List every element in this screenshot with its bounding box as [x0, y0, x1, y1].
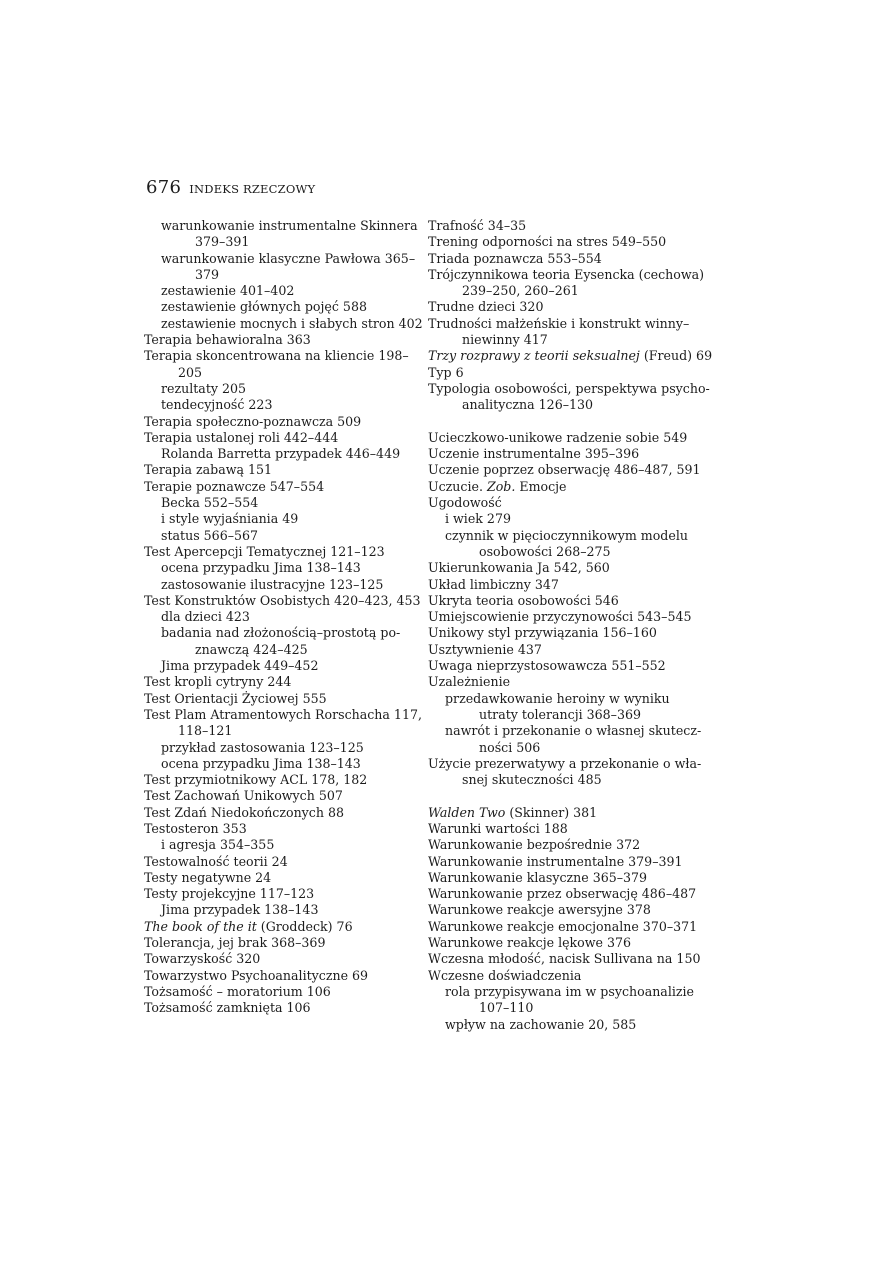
index-subentry [144, 381, 412, 397]
index-entry [428, 968, 698, 984]
entry-text: Test przymiotnikowy ACL 178, 182 [144, 772, 368, 788]
index-entry [144, 886, 412, 902]
section-gap [428, 788, 698, 804]
entry-text: tendecyjność 223 [161, 397, 273, 413]
entry-text: Testy projekcyjne 117–123 [144, 886, 315, 902]
entry-text: badania nad złożonością–prostotą po- [161, 625, 401, 641]
entry-text: Wczesne doświadczenia [428, 967, 582, 983]
index-subentry [144, 658, 412, 674]
index-entry [144, 854, 412, 870]
index-subentry [144, 446, 412, 462]
entry-text: (Groddeck) 76 [256, 918, 353, 934]
index-entry [428, 446, 698, 462]
entry-text: warunkowanie instrumentalne Skinnera [161, 218, 418, 233]
index-entry [144, 1000, 412, 1016]
index-entry [428, 430, 698, 446]
entry-text: znawczą 424–425 [195, 641, 308, 657]
entry-text: Towarzystwo Psychoanalityczne 69 [144, 967, 369, 983]
entry-text: Typ 6 [428, 364, 464, 380]
entry-text: i wiek 279 [445, 511, 511, 527]
index-subentry [428, 528, 698, 544]
entry-text: Umiejscowienie przyczynowości 543–545 [428, 609, 692, 625]
entry-text: 239–250, 260–261 [462, 283, 579, 299]
entry-text: przykład zastosowania 123–125 [161, 739, 364, 755]
index-entry [428, 886, 698, 902]
index-subentry [144, 283, 412, 299]
entry-text: Rolanda Barretta przypadek 446–449 [161, 446, 401, 462]
entry-text: Terapie poznawcze 547–554 [144, 478, 325, 494]
index-subentry [144, 740, 412, 756]
index-subentry [144, 528, 412, 544]
entry-text: Terapia behawioralna 363 [144, 332, 311, 348]
entry-text: Test Zdań Niedokończonych 88 [144, 804, 344, 820]
index-entry-continuation [428, 1000, 698, 1016]
index-subentry [144, 756, 412, 772]
index-subentry [144, 577, 412, 593]
index-entry-continuation [144, 234, 412, 250]
entry-text: ocena przypadku Jima 138–143 [161, 755, 361, 771]
entry-text: Test Orientacji Życiowej 555 [144, 690, 327, 706]
index-entry [428, 935, 698, 951]
entry-text: 205 [178, 364, 203, 380]
index-entry-continuation [144, 642, 412, 658]
entry-text-after: Emocje [515, 478, 567, 494]
index-entry [144, 544, 412, 560]
entry-text: Uwaga nieprzystosowawcza 551–552 [428, 658, 666, 674]
index-subentry [428, 691, 698, 707]
entry-text: i style wyjaśniania 49 [161, 511, 299, 527]
entry-text: zestawienie mocnych i słabych stron 402 [161, 315, 423, 331]
entry-text: analityczna 126–130 [462, 397, 594, 413]
index-entry [428, 951, 701, 967]
index-entry [428, 642, 698, 658]
index-column-left [144, 218, 423, 1017]
entry-text: Tożsamość – moratorium 106 [144, 983, 331, 999]
index-entry [428, 234, 698, 250]
index-entry-continuation [144, 723, 412, 739]
entry-text: zestawienie głównych pojęć 588 [161, 299, 367, 315]
index-subentry [144, 837, 412, 853]
entry-text: Warunkowe reakcje emocjonalne 370–371 [428, 918, 698, 934]
entry-text: Unikowy styl przywiązania 156–160 [428, 625, 657, 641]
index-entry [428, 658, 698, 674]
index-entry [144, 592, 421, 609]
index-entry [428, 299, 698, 315]
index-entry [144, 348, 412, 364]
entry-text: Triada poznawcza 553–554 [428, 250, 602, 266]
entry-text: dla dzieci 423 [161, 609, 250, 625]
entry-text: Test Konstruktów Osobistych 420–423, 453 [144, 592, 421, 608]
entry-text: Użycie prezerwatywy a przekonanie o wła- [428, 755, 702, 771]
entry-text: Jima przypadek 449–452 [161, 658, 319, 674]
index-entry [144, 462, 412, 478]
index-entry [144, 984, 412, 1000]
entry-text: Tolerancja, jej brak 368–369 [144, 935, 326, 951]
index-entry [144, 706, 422, 723]
index-entry [428, 479, 698, 495]
index-entry [144, 821, 412, 837]
index-subentry [144, 250, 416, 267]
page-number: 676 [146, 177, 182, 198]
entry-text: (Skinner) 381 [505, 804, 598, 820]
entry-text: Test Zachowań Unikowych 507 [144, 788, 343, 804]
index-entry [428, 462, 701, 478]
entry-text: warunkowanie klasyczne Pawłowa 365– [161, 250, 416, 266]
index-entry [428, 870, 698, 886]
entry-text: utraty tolerancji 368–369 [479, 706, 642, 722]
index-subentry [144, 299, 412, 315]
entry-text: Trudne dzieci 320 [428, 299, 544, 315]
entry-text: 379 [195, 266, 220, 282]
entry-text: i agresja 354–355 [161, 837, 275, 853]
entry-text: Warunkowanie klasyczne 365–379 [428, 869, 648, 885]
index-entry [144, 430, 412, 446]
entry-text: Test Plam Atramentowych Rorschacha 117, [144, 706, 422, 722]
index-entry [144, 919, 412, 935]
entry-text: status 566–567 [161, 527, 259, 543]
index-entry [428, 348, 713, 364]
index-entry-continuation [144, 365, 412, 381]
index-entry [428, 495, 698, 511]
running-head: INDEKS RZECZOWY [189, 182, 316, 196]
entry-text: przedawkowanie heroiny w wyniku [445, 690, 670, 706]
entry-text: Warunki wartości 188 [428, 820, 568, 836]
index-entry [144, 870, 412, 886]
index-entry [428, 755, 702, 772]
entry-text: Testosteron 353 [144, 820, 247, 836]
index-entry [144, 772, 412, 788]
entry-text: niewinny 417 [462, 332, 548, 348]
entry-text: ocena przypadku Jima 138–143 [161, 560, 361, 576]
entry-text: Warunkowanie instrumentalne 379–391 [428, 853, 683, 869]
index-entry [144, 968, 412, 984]
title-italic: Trzy rozprawy z teorii seksualnej [428, 348, 640, 364]
index-entry [144, 479, 412, 495]
index-entry-continuation [428, 397, 698, 413]
entry-text: Terapia ustalonej roli 442–444 [144, 429, 339, 445]
index-entry [428, 674, 698, 690]
entry-text: Becka 552–554 [161, 495, 259, 511]
index-entry [428, 560, 698, 576]
index-subentry [144, 902, 412, 918]
index-entry [428, 266, 705, 283]
entry-text: Terapia społeczno-poznawcza 509 [144, 413, 362, 429]
index-entry [428, 919, 698, 935]
index-entry-continuation [428, 707, 698, 723]
index-column-right [428, 218, 713, 1033]
entry-text: Uzależnienie [428, 674, 511, 690]
index-entry-continuation [428, 544, 698, 560]
entry-text: zestawienie 401–402 [161, 283, 295, 299]
page-header [146, 177, 315, 198]
entry-text: Jima przypadek 138–143 [161, 902, 319, 918]
entry-text: Ugodowość [428, 495, 502, 511]
entry-text: nawrót i przekonanie o własnej skutecz- [445, 723, 702, 739]
index-entry [144, 805, 412, 821]
entry-text: Wczesna młodość, nacisk Sullivana na 150 [428, 951, 701, 967]
entry-text: Ukryta teoria osobowości 546 [428, 592, 619, 608]
entry-text: Usztywnienie 437 [428, 641, 542, 657]
entry-text: Warunkowe reakcje lękowe 376 [428, 935, 632, 951]
entry-text: Test kropli cytryny 244 [144, 674, 292, 690]
index-subentry [144, 560, 412, 576]
entry-text: Terapia skoncentrowana na kliencie 198– [144, 348, 409, 364]
entry-text: Uczenie poprzez obserwację 486–487, 591 [428, 462, 701, 478]
index-entry-continuation [428, 283, 698, 299]
cross-reference-italic: Zob. [486, 478, 516, 494]
index-entry [144, 935, 412, 951]
index-entry [428, 380, 710, 397]
index-entry [428, 251, 698, 267]
index-entry [144, 332, 412, 348]
entry-text: 379–391 [195, 234, 250, 250]
index-entry [428, 593, 698, 609]
entry-text: rezultaty 205 [161, 380, 247, 396]
entry-text: 118–121 [178, 723, 233, 739]
entry-text: ności 506 [479, 739, 541, 755]
entry-text: Trójczynnikowa teoria Eysencka (cechowa) [428, 266, 705, 282]
entry-text: Towarzyskość 320 [144, 951, 261, 967]
entry-text: Warunkowe reakcje awersyjne 378 [428, 902, 651, 918]
entry-text: zastosowanie ilustracyjne 123–125 [161, 576, 384, 592]
index-entry [144, 414, 412, 430]
entry-text: Uczenie instrumentalne 395–396 [428, 446, 640, 462]
entry-text: Warunkowanie bezpośrednie 372 [428, 837, 641, 853]
index-entry-continuation [428, 740, 698, 756]
index-entry [428, 837, 698, 853]
entry-text: osobowości 268–275 [479, 543, 611, 559]
entry-text: czynnik w pięcioczynnikowym modelu [445, 527, 688, 543]
entry-text: Uczucie. [428, 478, 487, 494]
index-subentry [144, 315, 423, 332]
index-entry-continuation [144, 267, 412, 283]
index-entry [428, 609, 698, 625]
index-subentry [144, 495, 412, 511]
entry-text: Tożsamość zamknięta 106 [144, 1000, 311, 1016]
index-entry [428, 854, 698, 870]
index-entry [428, 902, 698, 918]
entry-text: snej skuteczności 485 [462, 772, 602, 788]
index-subentry [428, 984, 698, 1000]
index-entry-continuation [428, 332, 698, 348]
entry-text: Terapia zabawą 151 [144, 462, 273, 478]
entry-text: Ucieczkowo-unikowe radzenie sobie 549 [428, 429, 688, 445]
entry-text: Ukierunkowania Ja 542, 560 [428, 560, 610, 576]
index-subentry [428, 1017, 698, 1033]
entry-text: Typologia osobowości, perspektywa psycho- [428, 380, 710, 396]
entry-text: Układ limbiczny 347 [428, 576, 559, 592]
entry-text: rola przypisywana im w psychoanalizie [445, 983, 694, 999]
index-entry [428, 316, 698, 332]
entry-text: wpływ na zachowanie 20, 585 [445, 1016, 637, 1032]
index-subentry [144, 625, 412, 641]
index-entry [144, 788, 412, 804]
index-entry [144, 691, 412, 707]
index-subentry [428, 723, 702, 739]
index-entry [428, 218, 698, 234]
index-entry-continuation [428, 772, 698, 788]
entry-text: Testowalność teorii 24 [144, 853, 288, 869]
index-subentry [144, 218, 418, 234]
index-entry [144, 951, 412, 967]
entry-text: Trening odporności na stres 549–550 [428, 234, 667, 250]
entry-text: Trudności małżeńskie i konstrukt winny– [428, 315, 690, 331]
title-italic: Walden Two [428, 804, 506, 820]
entry-text: (Freud) 69 [639, 348, 713, 364]
index-subentry [144, 511, 412, 527]
index-entry [428, 365, 698, 381]
entry-text: Testy negatywne 24 [144, 869, 272, 885]
index-subentry [144, 609, 412, 625]
index-entry [428, 625, 698, 641]
index-entry [144, 674, 412, 690]
entry-text: 107–110 [479, 1000, 534, 1016]
entry-text: Trafność 34–35 [428, 218, 527, 233]
index-entry [428, 821, 698, 837]
index-entry [428, 577, 698, 593]
section-gap [428, 414, 698, 430]
title-italic: The book of the it [144, 918, 257, 934]
entry-text: Test Apercepcji Tematycznej 121–123 [144, 543, 385, 559]
index-entry [428, 805, 698, 821]
index-subentry [144, 397, 412, 413]
index-subentry [428, 511, 698, 527]
entry-text: Warunkowanie przez obserwację 486–487 [428, 886, 697, 902]
